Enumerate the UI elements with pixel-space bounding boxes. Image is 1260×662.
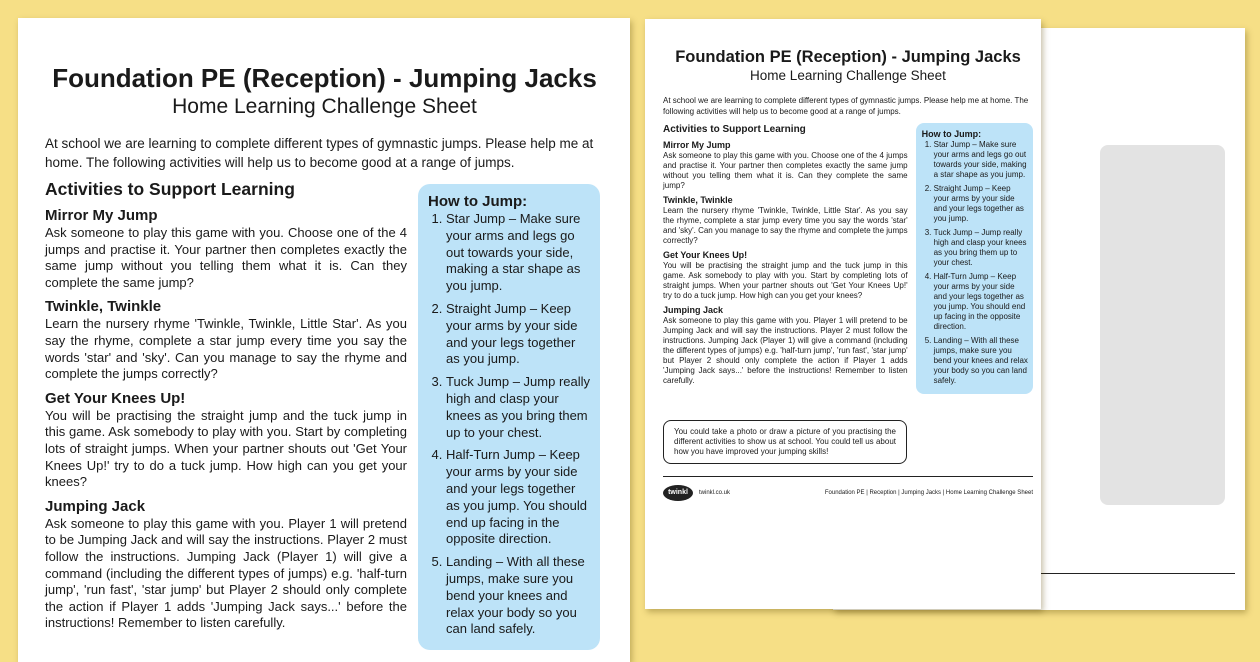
footer: [663, 485, 1033, 501]
activity-heading: Twinkle, Twinkle: [45, 298, 162, 316]
how-to-jump-box-grey: [1100, 145, 1225, 505]
activity-heading: Jumping Jack: [45, 497, 146, 515]
how-to-jump-box: [418, 184, 600, 650]
content-row: [663, 123, 1033, 394]
activity-body: You will be practising the straight jump and the tuck jump in this game. Ask somebody to play with you. Start by completing lots of straight jumps. When your partner shouts out 'Get Your Knees Up!' try to do a tuck jump. How high can you get your knees?: [45, 407, 407, 490]
intro-text: At school we are learning to complete different types of gymnastic jumps. Please help me at home. The following activities will help us to become good at a range of jumps.: [663, 96, 1029, 116]
how-to-step: 3. Tuck Jump – Jump really high and clasp your knees as you bring them up to your chest.: [446, 374, 592, 441]
activity-heading: Twinkle, Twinkle: [663, 195, 733, 205]
activities-column: [45, 178, 407, 632]
activity-body: Ask someone to play this game with you. Player 1 will pretend to be Jumping Jack and will say the instructions. Player 2 must follow the instructions. Jumping Jack (Player 1) will give a command (including the different types of jumps) e.g. 'half-turn jump', 'run fast', 'star jump' but Player 2 should only complete the action if Player 1 adds 'Jumping Jack says...' before the instructions! Remember to listen carefully.: [45, 515, 407, 631]
how-to-step: 2. Straight Jump – Keep your arms by your side and your legs together as you jump.: [446, 301, 592, 368]
activity-body: Learn the nursery rhyme 'Twinkle, Twinkle, Little Star'. As you say the rhyme, complete a star jump every time you say the words 'star' and 'sky'. Can you manage to say the rhyme and complete the jumps correctly?: [663, 206, 908, 245]
preview-page-front: [645, 19, 1041, 609]
how-to-heading: How to Jump:: [921, 129, 982, 139]
content-row: [45, 178, 604, 650]
sheet-subtitle: Home Learning Challenge Sheet: [172, 95, 477, 118]
how-to-steps: [428, 211, 592, 638]
activity-body: Learn the nursery rhyme 'Twinkle, Twinkle, Little Star'. As you say the rhyme, complete a star jump every time you say the words 'star' and 'sky'. Can you manage to say the rhyme and complete the jumps correctly?: [45, 316, 407, 382]
activities-column: [663, 123, 908, 386]
how-to-step: 2. Straight Jump – Keep your arms by your side and your legs together as you jump.: [934, 184, 1028, 224]
preview-page-zoomed: [18, 18, 630, 662]
how-to-step: 4. Half-Turn Jump – Keep your arms by your side and your legs together as you jump. You should end up facing in the opposite direction.: [934, 272, 1028, 332]
activities-heading: Activities to Support Learning: [45, 179, 295, 199]
activity-body: Ask someone to play this game with you. Player 1 will pretend to be Jumping Jack and will say the instructions. Player 2 must follow the instructions. Jumping Jack (Player 1) will give a command (including the different types of jumps) e.g. 'half-turn jump', 'run fast', 'star jump' but Player 2 should only complete the action if Player 1 adds 'Jumping Jack says...' before the instructions! Remember to listen carefully.: [663, 316, 908, 385]
activity-heading: Get Your Knees Up!: [45, 389, 186, 407]
sheet-subtitle: Home Learning Challenge Sheet: [750, 68, 946, 83]
activities-heading: Activities to Support Learning: [663, 124, 806, 135]
note-box: You could take a photo or draw a picture of you practising the different activities to show us at school. You could tell us about how you have improved your jumping skills!: [663, 420, 907, 464]
activity-body: You will be practising the straight jump and the tuck jump in this game. Ask somebody to play with you. Start by completing lots of straight jumps. When your partner shouts out 'Get Your Knees Up!' try to do a tuck jump. How high can you get your knees?: [663, 261, 908, 300]
how-to-jump-box: [916, 123, 1033, 394]
activity-body: Ask someone to play this game with you. Choose one of the 4 jumps and practise it. Your partner then completes exactly the same jump without you telling them what it is. Can they complete the same jump?: [45, 225, 407, 290]
footer-divider: [663, 476, 1033, 477]
footer-site: twinkl.co.uk: [699, 490, 731, 496]
sheet-title: Foundation PE (Reception) - Jumping Jacks: [52, 63, 597, 93]
activity-body: Ask someone to play this game with you. Choose one of the 4 jumps and practise it. Your partner then completes exactly the same jump without you telling them what it is. Can they complete the same jump?: [663, 151, 908, 190]
how-to-step: 3. Tuck Jump – Jump really high and clasp your knees as you bring them up to your chest.: [934, 228, 1028, 268]
activity-heading: Jumping Jack: [663, 305, 724, 315]
how-to-step: 1. Star Jump – Make sure your arms and legs go out towards your side, making a star shape as you jump.: [934, 140, 1028, 180]
activity-heading: Mirror My Jump: [663, 140, 731, 150]
sheet-title: Foundation PE (Reception) - Jumping Jacks: [675, 48, 1021, 66]
how-to-step: 4. Half-Turn Jump – Keep your arms by your side and your legs together as you jump. You should end up facing in the opposite direction.: [446, 447, 592, 548]
intro-text: At school we are learning to complete different types of gymnastic jumps. Please help me at home. The following activities will help us to become good at a range of jumps.: [45, 136, 594, 170]
how-to-step: 5. Landing – With all these jumps, make sure you bend your knees and relax your body so you can land safely.: [446, 554, 592, 638]
activity-heading: Mirror My Jump: [45, 207, 158, 224]
how-to-heading: How to Jump:: [428, 193, 528, 210]
twinkl-logo: twinkl: [663, 485, 693, 501]
activity-heading: Get Your Knees Up!: [663, 250, 748, 260]
how-to-step: 1. Star Jump – Make sure your arms and legs go out towards your side, making a star shape as you jump.: [446, 211, 592, 295]
footer-breadcrumb: Foundation PE | Reception | Jumping Jacks | Home Learning Challenge Sheet: [824, 490, 1033, 496]
how-to-step: 5. Landing – With all these jumps, make sure you bend your knees and relax your body so you can land safely.: [934, 336, 1028, 386]
how-to-steps: [922, 140, 1028, 386]
